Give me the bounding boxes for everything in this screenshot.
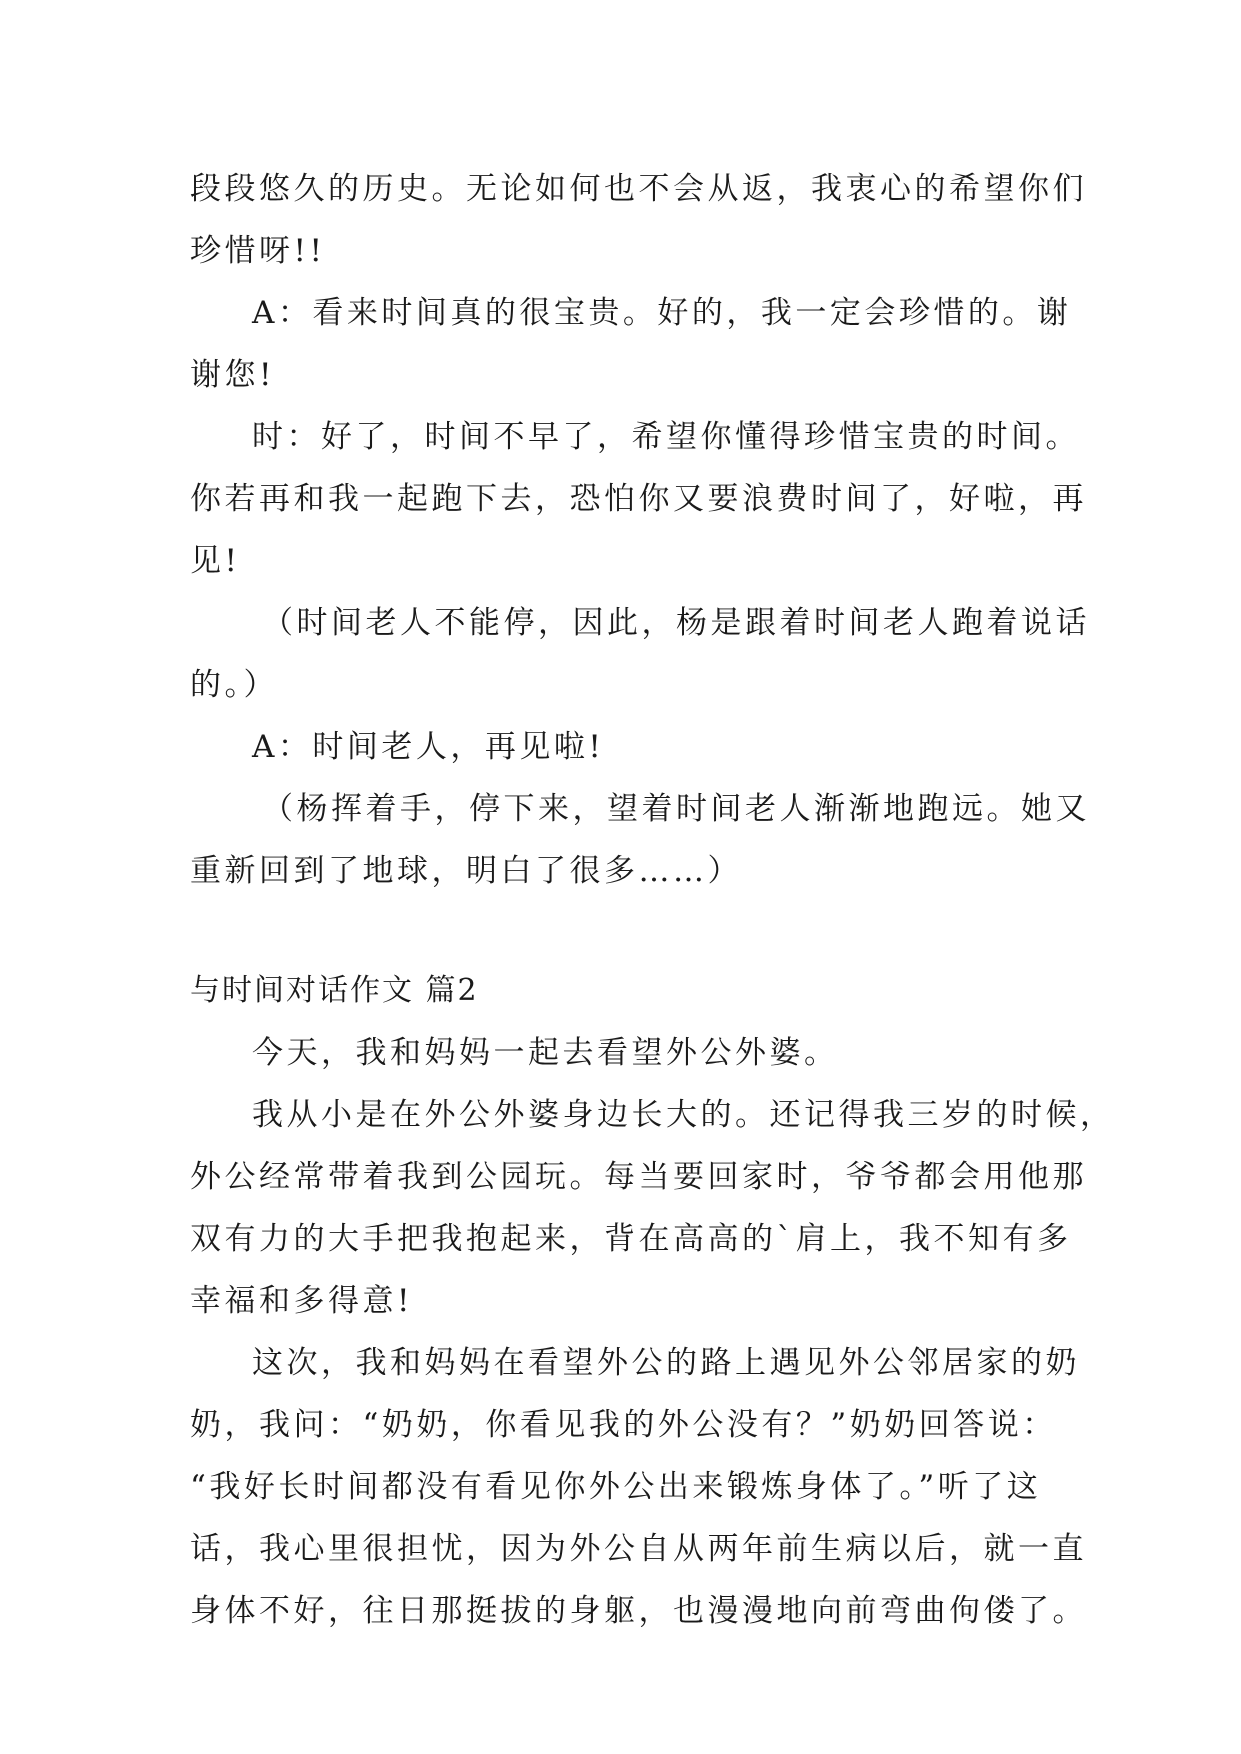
paragraph-line: 幸福和多得意!	[190, 1283, 413, 1319]
paragraph-line: A：看来时间真的很宝贵。好的，我一定会珍惜的。谢	[252, 295, 1072, 331]
paragraph-line: 双有力的大手把我抱起来，背在高高的`肩上，我不知有多	[190, 1221, 1072, 1257]
paragraph-line: 段段悠久的历史。无论如何也不会从返，我衷心的希望你们	[190, 171, 1087, 207]
paragraph-line: 你若再和我一起跑下去，恐怕你又要浪费时间了，好啦，再	[190, 481, 1087, 517]
paragraph-line: 今天，我和妈妈一起去看望外公外婆。	[252, 1035, 839, 1071]
paragraph-line: 见!	[190, 543, 241, 579]
paragraph-line: 身体不好，往日那挺拔的身躯，也漫漫地向前弯曲佝偻了。	[190, 1593, 1087, 1629]
paragraph-line: 外公经常带着我到公园玩。每当要回家时，爷爷都会用他那	[190, 1159, 1087, 1195]
paragraph-line: 话，我心里很担忧，因为外公自从两年前生病以后，就一直	[190, 1531, 1087, 1567]
section-gap	[190, 902, 1060, 960]
paragraph-line: 重新回到了地球，明白了很多……）	[190, 853, 742, 889]
paragraph-line: （时间老人不能停，因此，杨是跟着时间老人跑着说话	[262, 605, 1090, 641]
paragraph-line: 奶，我问：“奶奶，你看见我的外公没有？”奶奶回答说：	[190, 1407, 1057, 1443]
paragraph-line: 珍惜呀!!	[190, 233, 326, 269]
paragraph-line: 我从小是在外公外婆身边长大的。还记得我三岁的时候，	[252, 1097, 1115, 1133]
section-heading: 与时间对话作文 篇2	[190, 973, 479, 1008]
document-page	[190, 158, 1115, 1642]
paragraph-line: A：时间老人，再见啦!	[252, 729, 605, 765]
paragraph-line: “我好长时间都没有看见你外公出来锻炼身体了。”听了这	[190, 1469, 1042, 1505]
paragraph-line: 谢您!	[190, 357, 275, 393]
paragraph-line: 的。）	[190, 667, 278, 703]
paragraph-line: 时：好了，时间不早了，希望你懂得珍惜宝贵的时间。	[252, 419, 1080, 455]
paragraph-line: 这次，我和妈妈在看望外公的路上遇见外公邻居家的奶	[252, 1345, 1080, 1381]
paragraph-line: （杨挥着手，停下来，望着时间老人渐渐地跑远。她又	[262, 791, 1090, 827]
